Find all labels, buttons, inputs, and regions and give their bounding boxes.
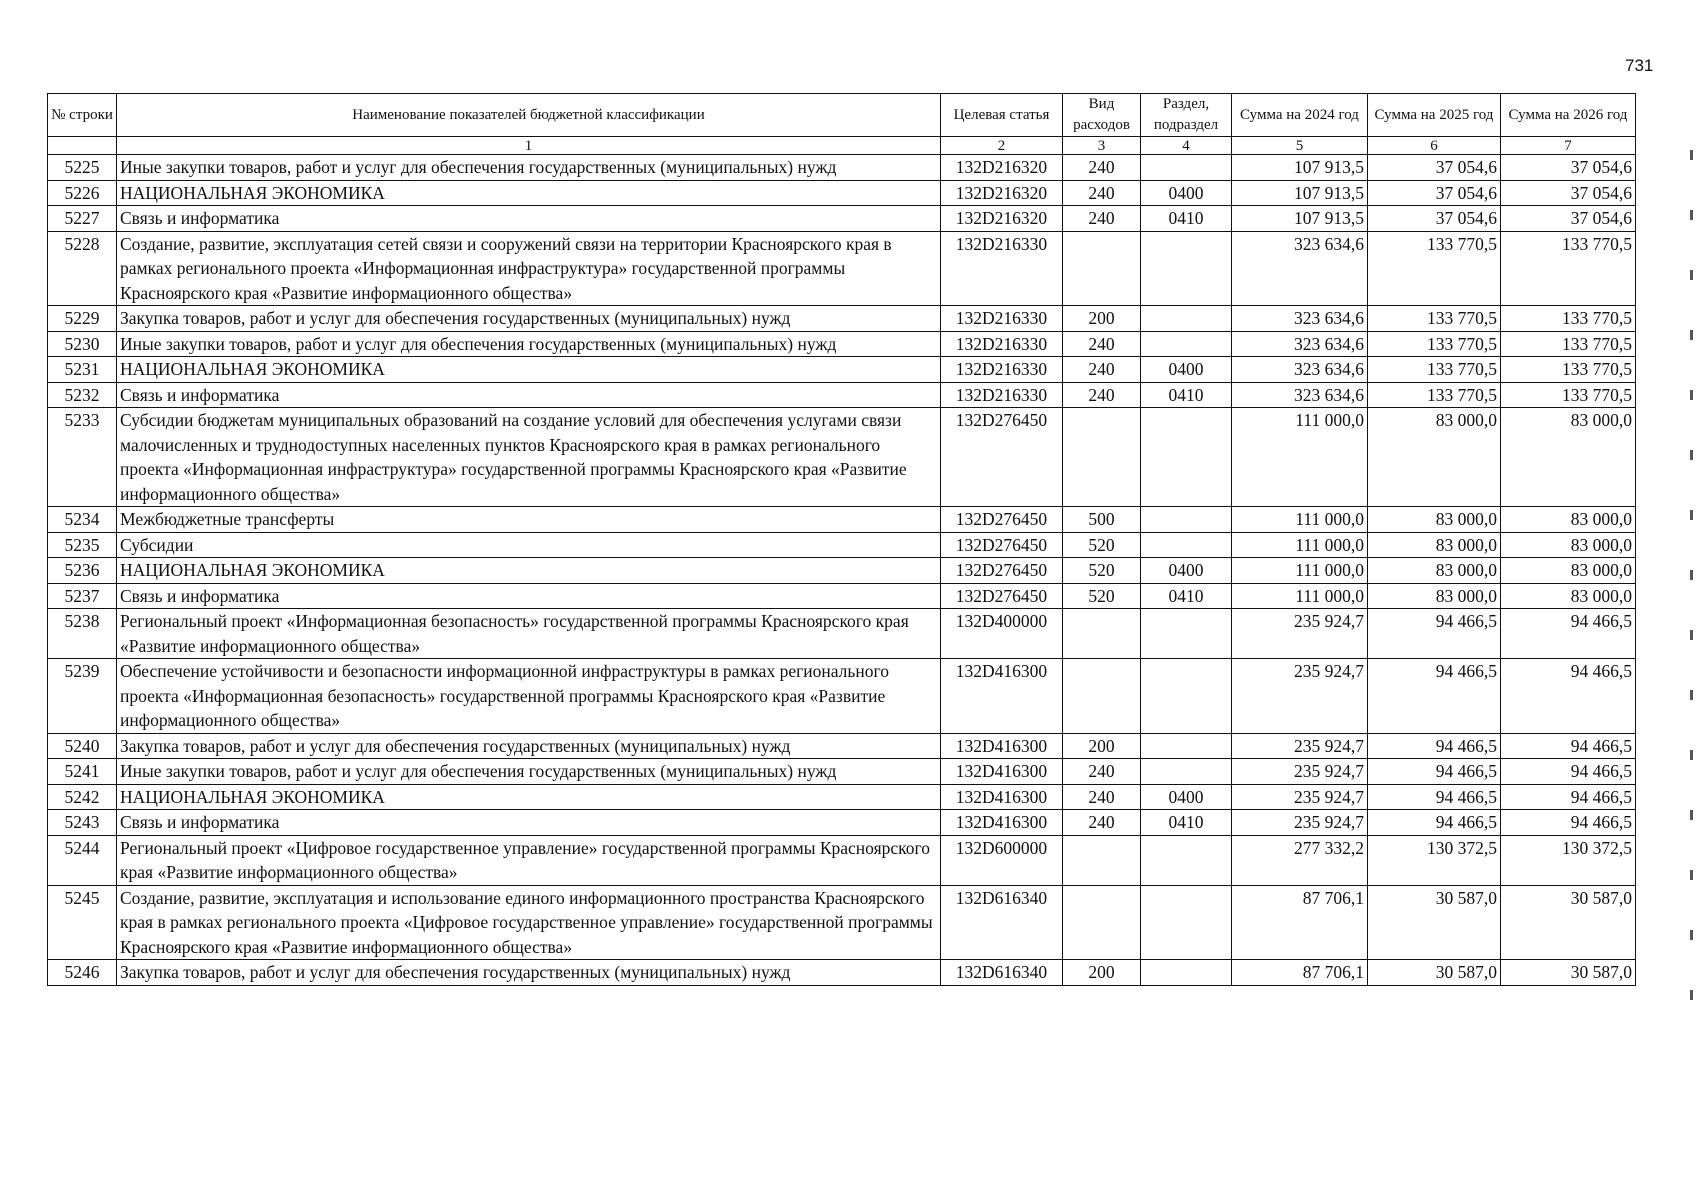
row-number: 5244: [48, 835, 117, 885]
expense-type: 240: [1063, 206, 1141, 232]
section-code: [1141, 835, 1232, 885]
expense-type: [1063, 408, 1141, 507]
sum-2024: 235 924,7: [1232, 659, 1368, 734]
table-row: [48, 532, 1636, 558]
sum-2026: 83 000,0: [1501, 507, 1636, 533]
table-row: [48, 960, 1636, 986]
target-article: 132D416300: [941, 784, 1063, 810]
table-row: [48, 382, 1636, 408]
section-code: [1141, 532, 1232, 558]
sum-2024: 111 000,0: [1232, 583, 1368, 609]
row-name: Обеспечение устойчивости и безопасности информационной инфраструктуры в рамках регионального проекта «Информационная безопасность» государственной программы Красноярского края «Развитие информационного общества»: [117, 659, 941, 734]
header-sum-2024: Сумма на 2024 год: [1232, 94, 1368, 137]
row-number: 5233: [48, 408, 117, 507]
header-target-article: Целевая статья: [941, 94, 1063, 137]
header-row-number: № строки: [48, 94, 117, 137]
target-article: 132D216330: [941, 382, 1063, 408]
row-name: Закупка товаров, работ и услуг для обеспечения государственных (муниципальных) нужд: [117, 960, 941, 986]
row-number: 5232: [48, 382, 117, 408]
sum-2026: 130 372,5: [1501, 835, 1636, 885]
sum-2024: 235 924,7: [1232, 733, 1368, 759]
sum-2025: 83 000,0: [1368, 408, 1501, 507]
row-number: 5239: [48, 659, 117, 734]
header-sum-2025: Сумма на 2025 год: [1368, 94, 1501, 137]
row-name: НАЦИОНАЛЬНАЯ ЭКОНОМИКА: [117, 357, 941, 383]
sum-2026: 30 587,0: [1501, 960, 1636, 986]
expense-type: [1063, 609, 1141, 659]
expense-type: 500: [1063, 507, 1141, 533]
expense-type: 240: [1063, 331, 1141, 357]
sum-2025: 94 466,5: [1368, 759, 1501, 785]
sum-2024: 107 913,5: [1232, 180, 1368, 206]
table-row: [48, 558, 1636, 584]
section-code: 0410: [1141, 583, 1232, 609]
sum-2024: 111 000,0: [1232, 532, 1368, 558]
sum-2026: 133 770,5: [1501, 231, 1636, 306]
row-name: Региональный проект «Цифровое государственное управление» государственной программы Красноярского края «Развитие информационного общества»: [117, 835, 941, 885]
table-row: [48, 733, 1636, 759]
expense-type: 200: [1063, 733, 1141, 759]
sum-2025: 30 587,0: [1368, 960, 1501, 986]
target-article: 132D276450: [941, 507, 1063, 533]
col-index-2: 2: [941, 137, 1063, 155]
row-name: Связь и информатика: [117, 810, 941, 836]
row-number: 5242: [48, 784, 117, 810]
header-sum-2026: Сумма на 2026 год: [1501, 94, 1636, 137]
target-article: 132D216330: [941, 357, 1063, 383]
target-article: 132D216330: [941, 231, 1063, 306]
table-row: [48, 759, 1636, 785]
row-name: НАЦИОНАЛЬНАЯ ЭКОНОМИКА: [117, 784, 941, 810]
sum-2024: 111 000,0: [1232, 558, 1368, 584]
row-number: 5246: [48, 960, 117, 986]
expense-type: 520: [1063, 532, 1141, 558]
target-article: 132D276450: [941, 408, 1063, 507]
target-article: 132D216330: [941, 331, 1063, 357]
sum-2024: 107 913,5: [1232, 155, 1368, 181]
expense-type: 200: [1063, 306, 1141, 332]
row-name: Межбюджетные трансферты: [117, 507, 941, 533]
row-number: 5225: [48, 155, 117, 181]
expense-type: 240: [1063, 759, 1141, 785]
sum-2025: 133 770,5: [1368, 306, 1501, 332]
expense-type: 520: [1063, 583, 1141, 609]
section-code: [1141, 733, 1232, 759]
sum-2025: 94 466,5: [1368, 810, 1501, 836]
sum-2025: 94 466,5: [1368, 784, 1501, 810]
sum-2024: 111 000,0: [1232, 408, 1368, 507]
header-expense-type: Вид расходов: [1063, 94, 1141, 137]
section-code: [1141, 885, 1232, 960]
sum-2025: 94 466,5: [1368, 609, 1501, 659]
sum-2026: 133 770,5: [1501, 331, 1636, 357]
sum-2026: 94 466,5: [1501, 733, 1636, 759]
section-code: [1141, 231, 1232, 306]
section-code: [1141, 659, 1232, 734]
row-number: 5228: [48, 231, 117, 306]
target-article: 132D276450: [941, 583, 1063, 609]
sum-2026: 30 587,0: [1501, 885, 1636, 960]
expense-type: 240: [1063, 382, 1141, 408]
target-article: 132D616340: [941, 960, 1063, 986]
target-article: 132D216320: [941, 155, 1063, 181]
sum-2024: 323 634,6: [1232, 231, 1368, 306]
row-name: Иные закупки товаров, работ и услуг для обеспечения государственных (муниципальных) нужд: [117, 759, 941, 785]
col-index-6: 6: [1368, 137, 1501, 155]
section-code: [1141, 960, 1232, 986]
sum-2026: 83 000,0: [1501, 583, 1636, 609]
row-name: Создание, развитие, эксплуатация сетей связи и сооружений связи на территории Красноярского края в рамках регионального проекта «Информационная инфраструктура» государственной программы Красноярского края «Развитие информационного общества»: [117, 231, 941, 306]
target-article: 132D400000: [941, 609, 1063, 659]
row-number: 5227: [48, 206, 117, 232]
section-code: [1141, 759, 1232, 785]
sum-2025: 133 770,5: [1368, 331, 1501, 357]
sum-2026: 37 054,6: [1501, 155, 1636, 181]
target-article: 132D276450: [941, 558, 1063, 584]
col-index-3: 3: [1063, 137, 1141, 155]
expense-type: 240: [1063, 357, 1141, 383]
section-code: [1141, 155, 1232, 181]
row-number: 5240: [48, 733, 117, 759]
row-number: 5226: [48, 180, 117, 206]
row-name: Связь и информатика: [117, 583, 941, 609]
header-name: Наименование показателей бюджетной классификации: [117, 94, 941, 137]
row-number: 5238: [48, 609, 117, 659]
target-article: 132D416300: [941, 659, 1063, 734]
sum-2025: 94 466,5: [1368, 659, 1501, 734]
table-row: [48, 357, 1636, 383]
scan-edge-marks: [1690, 150, 1693, 1050]
table-row: [48, 206, 1636, 232]
sum-2024: 323 634,6: [1232, 382, 1368, 408]
sum-2026: 133 770,5: [1501, 382, 1636, 408]
expense-type: [1063, 835, 1141, 885]
table-row: [48, 507, 1636, 533]
row-name: Субсидии бюджетам муниципальных образований на создание условий для обеспечения услугами связи малочисленных и труднодоступных населенных пунктов Красноярского края в рамках регионального проекта «Информационная инфраструктура» государственной программы Красноярского края «Развитие информационного общества»: [117, 408, 941, 507]
sum-2024: 323 634,6: [1232, 331, 1368, 357]
table-row: [48, 408, 1636, 507]
row-number: 5230: [48, 331, 117, 357]
expense-type: 240: [1063, 784, 1141, 810]
sum-2026: 94 466,5: [1501, 659, 1636, 734]
row-name: НАЦИОНАЛЬНАЯ ЭКОНОМИКА: [117, 180, 941, 206]
sum-2024: 235 924,7: [1232, 784, 1368, 810]
sum-2026: 94 466,5: [1501, 784, 1636, 810]
sum-2024: 87 706,1: [1232, 960, 1368, 986]
col-index-7: 7: [1501, 137, 1636, 155]
section-code: 0400: [1141, 558, 1232, 584]
section-code: [1141, 507, 1232, 533]
table-row: [48, 583, 1636, 609]
row-number: 5236: [48, 558, 117, 584]
section-code: [1141, 306, 1232, 332]
row-number: 5243: [48, 810, 117, 836]
target-article: 132D416300: [941, 733, 1063, 759]
table-row: [48, 180, 1636, 206]
sum-2026: 83 000,0: [1501, 408, 1636, 507]
section-code: [1141, 609, 1232, 659]
expense-type: 240: [1063, 155, 1141, 181]
sum-2026: 37 054,6: [1501, 206, 1636, 232]
table-row: [48, 609, 1636, 659]
sum-2026: 37 054,6: [1501, 180, 1636, 206]
header-section: Раздел, подраздел: [1141, 94, 1232, 137]
sum-2024: 235 924,7: [1232, 609, 1368, 659]
target-article: 132D600000: [941, 835, 1063, 885]
sum-2026: 133 770,5: [1501, 357, 1636, 383]
row-name: Создание, развитие, эксплуатация и использование единого информационного пространства Красноярского края в рамках регионального проекта «Цифровое государственное управление» государственной программы Красноярского края «Развитие информационного общества»: [117, 885, 941, 960]
section-code: 0400: [1141, 784, 1232, 810]
col-index-1: 1: [117, 137, 941, 155]
sum-2026: 83 000,0: [1501, 558, 1636, 584]
expense-type: 200: [1063, 960, 1141, 986]
col-index-0: [48, 137, 117, 155]
sum-2025: 94 466,5: [1368, 733, 1501, 759]
table-body: [48, 155, 1636, 986]
expense-type: [1063, 885, 1141, 960]
row-name: Иные закупки товаров, работ и услуг для обеспечения государственных (муниципальных) нужд: [117, 155, 941, 181]
row-name: Региональный проект «Информационная безопасность» государственной программы Красноярского края «Развитие информационного общества»: [117, 609, 941, 659]
row-name: НАЦИОНАЛЬНАЯ ЭКОНОМИКА: [117, 558, 941, 584]
sum-2024: 277 332,2: [1232, 835, 1368, 885]
expense-type: [1063, 231, 1141, 306]
sum-2025: 37 054,6: [1368, 206, 1501, 232]
sum-2025: 83 000,0: [1368, 507, 1501, 533]
row-name: Связь и информатика: [117, 382, 941, 408]
target-article: 132D216320: [941, 206, 1063, 232]
row-number: 5231: [48, 357, 117, 383]
section-code: 0400: [1141, 180, 1232, 206]
table-row: [48, 231, 1636, 306]
sum-2025: 133 770,5: [1368, 357, 1501, 383]
sum-2026: 94 466,5: [1501, 759, 1636, 785]
expense-type: 240: [1063, 810, 1141, 836]
page-number: 731: [1625, 56, 1654, 75]
target-article: 132D216320: [941, 180, 1063, 206]
expense-type: 240: [1063, 180, 1141, 206]
sum-2025: 83 000,0: [1368, 558, 1501, 584]
sum-2025: 37 054,6: [1368, 155, 1501, 181]
table-row: [48, 331, 1636, 357]
budget-classification-table: [47, 93, 1636, 986]
sum-2026: 94 466,5: [1501, 609, 1636, 659]
sum-2024: 235 924,7: [1232, 810, 1368, 836]
section-code: 0410: [1141, 810, 1232, 836]
row-name: Субсидии: [117, 532, 941, 558]
row-number: 5241: [48, 759, 117, 785]
section-code: 0410: [1141, 382, 1232, 408]
table-row: [48, 784, 1636, 810]
sum-2026: 133 770,5: [1501, 306, 1636, 332]
table-row: [48, 885, 1636, 960]
table-row: [48, 835, 1636, 885]
target-article: 132D616340: [941, 885, 1063, 960]
section-code: [1141, 408, 1232, 507]
sum-2026: 83 000,0: [1501, 532, 1636, 558]
table-header: [48, 94, 1636, 155]
target-article: 132D416300: [941, 810, 1063, 836]
table-row: [48, 810, 1636, 836]
row-number: 5234: [48, 507, 117, 533]
sum-2025: 83 000,0: [1368, 532, 1501, 558]
section-code: [1141, 331, 1232, 357]
sum-2026: 94 466,5: [1501, 810, 1636, 836]
target-article: 132D416300: [941, 759, 1063, 785]
target-article: 132D216330: [941, 306, 1063, 332]
sum-2024: 87 706,1: [1232, 885, 1368, 960]
expense-type: [1063, 659, 1141, 734]
section-code: 0410: [1141, 206, 1232, 232]
target-article: 132D276450: [941, 532, 1063, 558]
row-number: 5229: [48, 306, 117, 332]
sum-2025: 30 587,0: [1368, 885, 1501, 960]
table-row: [48, 155, 1636, 181]
row-name: Закупка товаров, работ и услуг для обеспечения государственных (муниципальных) нужд: [117, 733, 941, 759]
row-number: 5235: [48, 532, 117, 558]
sum-2024: 323 634,6: [1232, 357, 1368, 383]
sum-2025: 133 770,5: [1368, 382, 1501, 408]
row-name: Связь и информатика: [117, 206, 941, 232]
sum-2025: 130 372,5: [1368, 835, 1501, 885]
row-name: Закупка товаров, работ и услуг для обеспечения государственных (муниципальных) нужд: [117, 306, 941, 332]
expense-type: 520: [1063, 558, 1141, 584]
row-name: Иные закупки товаров, работ и услуг для обеспечения государственных (муниципальных) нужд: [117, 331, 941, 357]
row-number: 5245: [48, 885, 117, 960]
table-row: [48, 659, 1636, 734]
col-index-4: 4: [1141, 137, 1232, 155]
sum-2025: 83 000,0: [1368, 583, 1501, 609]
sum-2025: 133 770,5: [1368, 231, 1501, 306]
sum-2024: 107 913,5: [1232, 206, 1368, 232]
sum-2025: 37 054,6: [1368, 180, 1501, 206]
row-number: 5237: [48, 583, 117, 609]
sum-2024: 323 634,6: [1232, 306, 1368, 332]
table-row: [48, 306, 1636, 332]
sum-2024: 111 000,0: [1232, 507, 1368, 533]
section-code: 0400: [1141, 357, 1232, 383]
col-index-5: 5: [1232, 137, 1368, 155]
sum-2024: 235 924,7: [1232, 759, 1368, 785]
